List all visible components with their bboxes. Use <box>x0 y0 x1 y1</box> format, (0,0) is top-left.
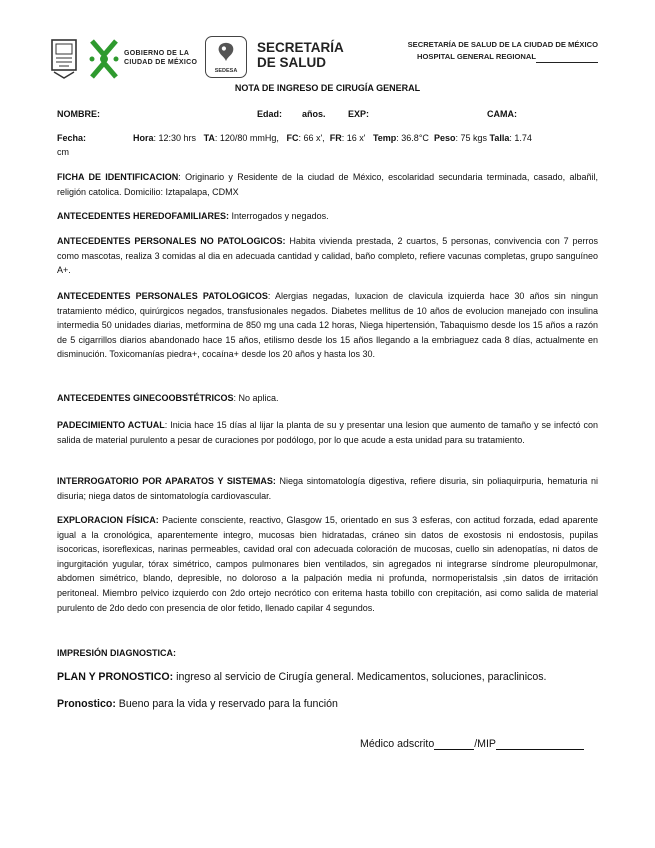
temp-label: Temp <box>372 133 397 143</box>
section-label: ANTECEDENTES GINECOOBSTÉTRICOS <box>57 393 234 403</box>
document-title: NOTA DE INGRESO DE CIRUGÍA GENERAL <box>234 83 421 93</box>
fc-label: FC <box>286 133 299 143</box>
hora-value: : 12:30 hrs <box>153 133 197 143</box>
section-text: Habita vivienda prestada, 2 cuartos, 5 personas, convivencia con 7 perros como mascotas, realiza 3 comidas al dia en adecuada cantidad y calidad, baño completo, refiere vacunas completas, grupo sanguíneo A+. <box>57 236 598 276</box>
section-interrogatorio <box>57 474 598 503</box>
institution-header <box>380 39 598 63</box>
fr-value: : 16 x' <box>341 133 366 143</box>
section-ficha <box>57 170 598 199</box>
secretaria-line2: DE SALUD <box>257 55 327 70</box>
sedesa-emblem-icon <box>212 41 240 63</box>
talla-label: Talla <box>489 133 510 143</box>
cdmx-logo-icon <box>86 37 122 81</box>
ta-value: : 120/80 mmHg, <box>214 133 279 143</box>
plan-pronostico <box>57 671 598 684</box>
peso-value: : 75 kgs <box>455 133 487 143</box>
gobierno-line1: GOBIERNO DE LA <box>124 50 190 57</box>
section-label: FICHA DE IDENTIFICACION <box>57 172 179 182</box>
gobierno-cdmx-label <box>124 49 197 67</box>
section-text: Paciente consciente, reactivo, Glasgow 15, orientado en sus 3 esferas, con actitud forzada, edad aparente igual a la cronológica, aparentemente integro, mucosas bien hidratadas, cráneo sin datos de exostosis ni endostosis, pupilas isocoricas, isoreflexicas, narinas permeables, cavidad oral con adecuada coloración de mucosas, cuello sin adenopatías, ni datos de ingurgitación yugular, tórax simétrico, campos pulmonares bien ventilados, sin agregados ni integrarse síndrome pleuropulmonar, abdomen simétrico, blando, depresible, no doloroso a la palpación media ni profunda, normoperistalsis ,sin datos de irritación peritoneal. Miembro pelvico izquierdo con 2do ortejo necrótico con eritema hasta tobillo con crepitación, asi como salida de material purulento de 2do dedo con presencia de olor fetido, llenado capilar 4 segundos. <box>57 515 598 613</box>
section-text: : Originario y Residente de la ciudad de México, escolaridad secundaria terminada, casado, albañil, religión catolica. Domicilio: Iztapalapa, CDMX <box>57 172 598 197</box>
section-text: Niega sintomatología digestiva, refiere disuria, sin poliaquirpuria, hematuria ni disuria; niega datos de sintomatología cardiovascular. <box>57 476 599 501</box>
secretaria-title <box>257 40 344 70</box>
cama-label: CAMA: <box>487 109 517 119</box>
edad-label: Edad: <box>257 109 283 119</box>
pronostico <box>57 698 598 711</box>
institution-line1: SECRETARÍA DE SALUD DE LA CIUDAD DE MÉXICO <box>407 40 598 49</box>
medico-blank-line <box>434 738 474 750</box>
section-text: : Alergias negadas, luxacion de clavicula izquierda hace 30 años sin ningun tratamiento médico, quirúrgicos negados, transfusionales negados. Diabetes mellitus de 10 años de evolucion manejado con insulina intermedia 50 unidades diarias, metformina de 850 mg una cada 12 horas, Niega hipertensión, Tabaquismo desde los 15 años a razón de 5 cigarrillos diarios abandonado hace 15 años, etilismo desde los 15 años llegando a la embriaguez cada 8 días, actualmente en disminución. Toxicomanías piedra+, cocaína+ desde los 20 años y hasta los 30. <box>57 291 598 360</box>
nombre-label: NOMBRE: <box>57 109 100 119</box>
peso-label: Peso <box>433 133 456 143</box>
talla-unit: cm <box>57 147 69 157</box>
fr-label: FR <box>329 133 342 143</box>
section-label: EXPLORACION FÍSICA: <box>57 515 159 525</box>
section-padecimiento <box>57 418 598 447</box>
section-ginecoobstetricos <box>57 391 598 406</box>
section-no-patologicos <box>57 234 598 278</box>
section-exploracion <box>57 513 598 615</box>
section-patologicos <box>57 289 598 362</box>
section-label: ANTECEDENTES PERSONALES PATOLOGICOS <box>57 291 268 301</box>
plan-label: PLAN Y PRONOSTICO: <box>57 671 174 683</box>
section-label: PADECIMIENTO ACTUAL <box>57 420 165 430</box>
coat-of-arms-icon <box>50 38 78 80</box>
institution-line2: HOSPITAL GENERAL REGIONAL <box>417 52 536 61</box>
sedesa-logo <box>205 36 247 78</box>
section-text: : Inicia hace 15 días al lijar la planta de su y presentar una lesion que aumento de tamaño y se infectó con salida de material purulento a pesar de curaciones por podólogo, por lo que acude a esta unidad para su tratamiento. <box>57 420 598 445</box>
section-text: Interrogados y negados. <box>229 211 329 221</box>
vital-signs <box>133 133 532 143</box>
section-label: ANTECEDENTES HEREDOFAMILIARES: <box>57 211 230 221</box>
gobierno-line2: CIUDAD DE MÉXICO <box>124 59 198 66</box>
temp-value: : 36.8°C <box>396 133 429 143</box>
mip-label: /MIP <box>474 738 496 750</box>
ta-label: TA <box>203 133 215 143</box>
mip-blank-line <box>496 738 584 750</box>
hospital-blank-line <box>536 53 598 63</box>
talla-value: : 1.74 <box>509 133 532 143</box>
section-text: : No aplica. <box>233 393 279 403</box>
section-label: IMPRESIÓN DIAGNOSTICA: <box>57 648 177 658</box>
pronostico-label: Pronostico: <box>57 698 116 710</box>
section-label: INTERROGATORIO POR APARATOS Y SISTEMAS: <box>57 476 276 486</box>
pronostico-text: Bueno para la vida y reservado para la función <box>115 698 338 710</box>
plan-text: ingreso al servicio de Cirugía general. Medicamentos, soluciones, paraclinicos. <box>173 671 547 683</box>
secretaria-line1: SECRETARÍA <box>257 40 344 55</box>
fecha-label: Fecha: <box>57 133 87 143</box>
anos-label: años. <box>302 109 326 119</box>
signature-line <box>0 738 584 750</box>
section-heredofamiliares <box>57 209 598 224</box>
medico-label: Médico adscrito <box>360 738 435 750</box>
section-label: ANTECEDENTES PERSONALES NO PATOLOGICOS: <box>57 236 286 246</box>
fc-value: : 66 x', <box>298 133 325 143</box>
exp-label: EXP: <box>348 109 370 119</box>
section-impresion <box>57 646 598 661</box>
sedesa-text: SEDESA <box>214 68 238 74</box>
hora-label: Hora <box>133 133 154 143</box>
